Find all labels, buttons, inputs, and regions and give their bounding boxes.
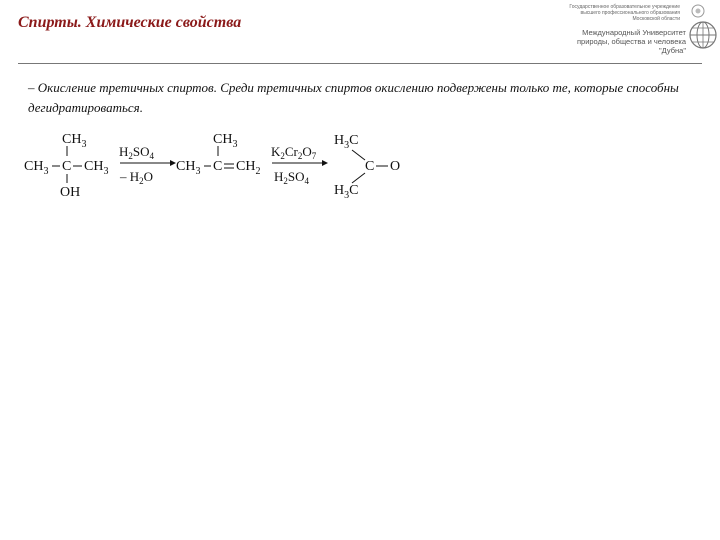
- mol2-left-ch3: $CH_3$: [176, 159, 201, 177]
- mol2-center-c: C: [213, 159, 223, 174]
- logo-small-line: высшего профессионального образования: [580, 10, 680, 16]
- slide-title: Спирты. Химические свойства: [18, 14, 242, 31]
- arrow1-reagent: $H_2SO_4$: [119, 144, 155, 161]
- body-paragraph: – Окисление третичных спиртов. Среди третичных спиртов окислению подвержены только те, которые способны дегидратироваться.: [28, 80, 679, 115]
- mol2-ch2: $CH_2$: [236, 159, 261, 177]
- logo-small-line: Государственное образовательное учреждение: [569, 4, 680, 10]
- emblem-icon: [690, 4, 706, 18]
- logo-main-line: Международный Университет: [582, 28, 686, 37]
- globe-logo-icon: [688, 20, 718, 50]
- mol1-center-c: C: [62, 159, 72, 174]
- arrow2-reagent: $K_2Cr_2O_7$: [271, 144, 317, 161]
- mol1-oh: OH: [60, 185, 81, 200]
- university-name: [560, 28, 686, 55]
- arrow2-condition: $H_2SO_4$: [274, 169, 310, 186]
- mol3-bottom-h3c: $H_3C$: [334, 183, 359, 201]
- mol1-top-ch3: $CH_3$: [62, 132, 87, 150]
- mol3-center-c: C: [365, 159, 375, 174]
- header-divider: [18, 63, 702, 64]
- arrow1-condition: – $H_2O$: [120, 169, 154, 186]
- logo-main-line: "Дубна": [658, 46, 686, 55]
- mol3-oxygen: O: [390, 159, 401, 174]
- mol1-left-ch3: $CH_3$: [24, 159, 49, 177]
- university-header-small: [560, 4, 680, 22]
- logo-main-line: природы, общества и человека: [576, 37, 686, 46]
- mol1-right-ch3: $CH_3$: [84, 159, 109, 177]
- mol2-top-ch3: $CH_3$: [213, 132, 238, 150]
- mol3-top-h3c: $H_3C$: [334, 133, 359, 151]
- reaction-scheme: [22, 126, 422, 206]
- logo-small-line: Московской области: [632, 16, 680, 22]
